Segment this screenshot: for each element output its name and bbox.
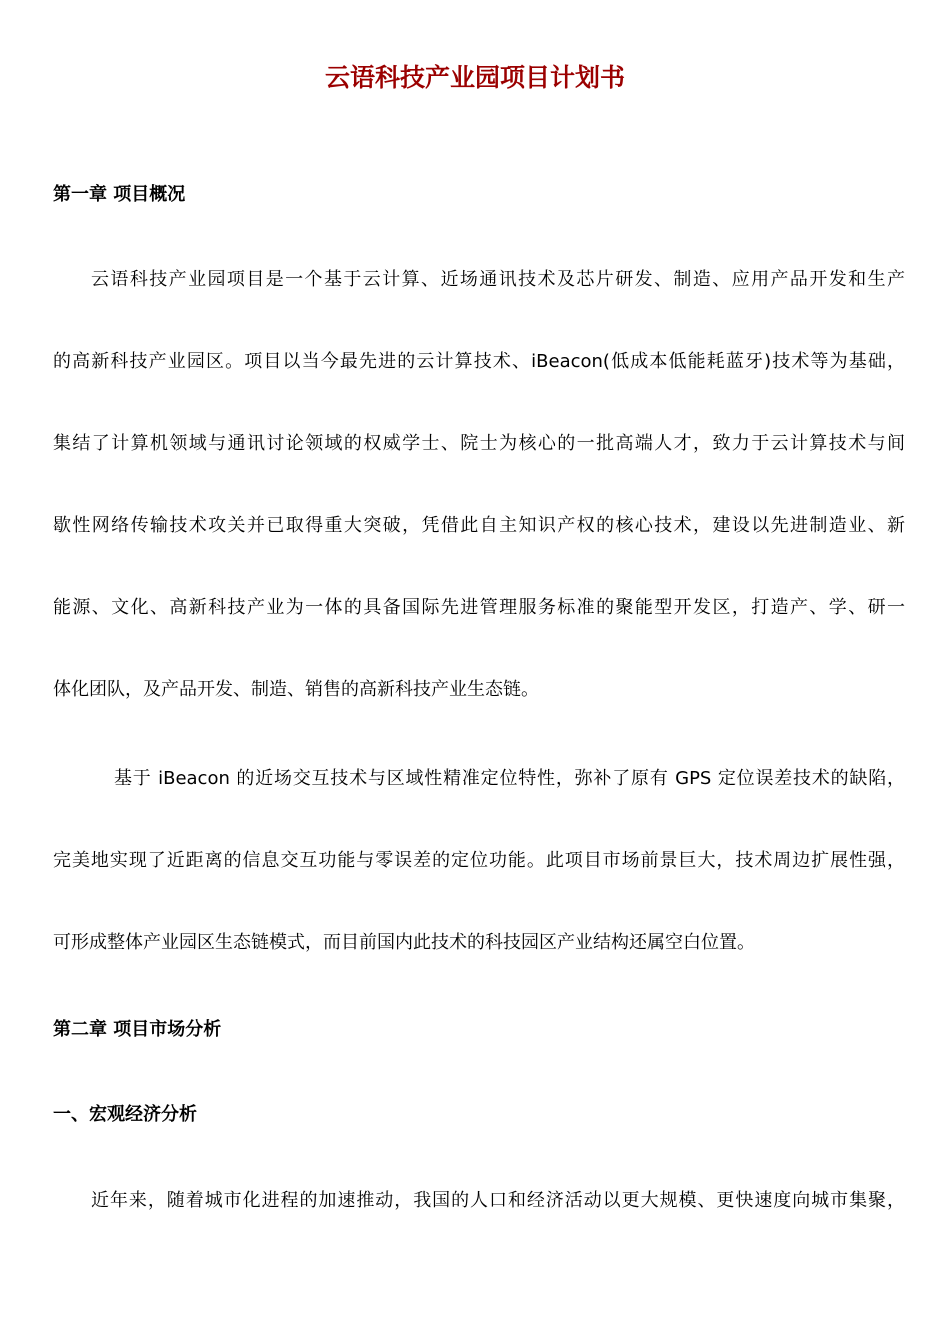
chapter-1-paragraph-2 xyxy=(53,738,905,984)
paragraph-line: 歇性网络传输技术攻关并已取得重大突破，凭借此自主知识产权的核心技术，建设以先进制造业、新 xyxy=(53,515,905,536)
document-title: 云语科技产业园项目计划书 xyxy=(324,63,625,92)
paragraph-line: 云语科技产业园项目是一个基于云计算、近场通讯技术及芯片研发、制造、应用产品开发和生产 xyxy=(91,269,905,290)
paragraph-line: 完美地实现了近距离的信息交互功能与零误差的定位功能。此项目市场前景巨大，技术周边扩展性强， xyxy=(53,850,905,871)
paragraph-line: 能源、文化、高新科技产业为一体的具备国际先进管理服务标准的聚能型开发区，打造产、学、研一 xyxy=(53,597,905,618)
section-1-paragraph-1 xyxy=(53,1160,905,1242)
paragraph-line: 近年来，随着城市化进程的加速推动，我国的人口和经济活动以更大规模、更快速度向城市集聚， xyxy=(91,1190,905,1211)
paragraph-line: 集结了计算机领域与通讯讨论领域的权威学士、院士为核心的一批高端人才，致力于云计算技术与间 xyxy=(53,433,905,454)
paragraph-line: 的高新科技产业园区。项目以当今最先进的云计算技术、iBeacon(低成本低能耗蓝牙)技术等为基础， xyxy=(53,351,905,372)
chapter-1-heading: 第一章 项目概况 xyxy=(53,184,186,205)
chapter-2-heading: 第二章 项目市场分析 xyxy=(53,1019,222,1040)
section-1-heading: 一、宏观经济分析 xyxy=(53,1104,197,1125)
paragraph-line: 基于 iBeacon 的近场交互技术与区域性精准定位特性，弥补了原有 GPS 定位误差技术的缺陷， xyxy=(114,768,905,789)
paragraph-line: 可形成整体产业园区生态链模式，而目前国内此技术的科技园区产业结构还属空白位置。 xyxy=(53,932,755,953)
paragraph-line: 体化团队，及产品开发、制造、销售的高新科技产业生态链。 xyxy=(53,679,539,700)
chapter-1-paragraph-1 xyxy=(53,239,905,731)
